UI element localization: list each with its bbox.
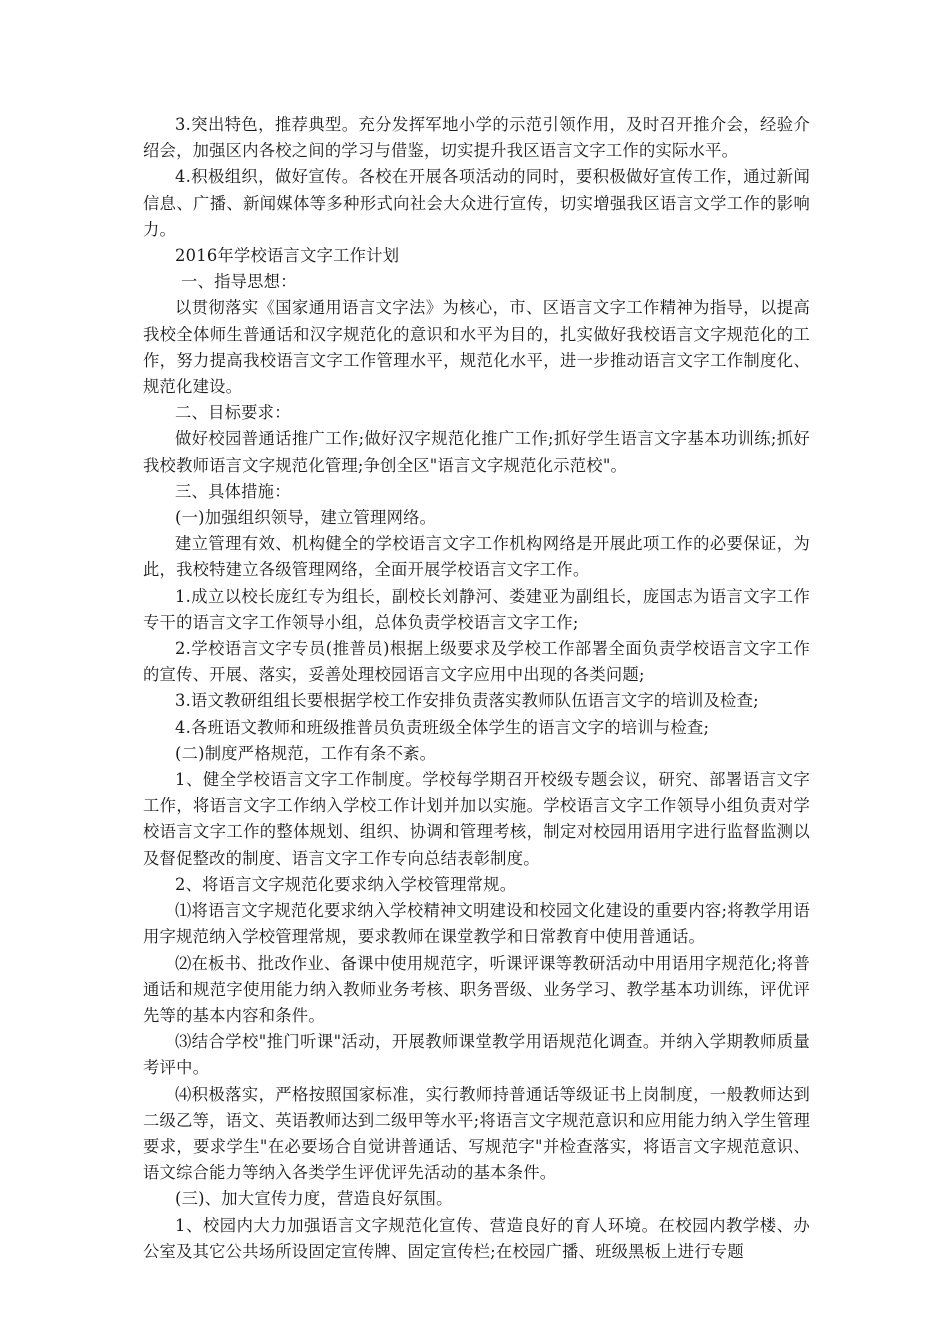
document-title: 2016年学校语言文字工作计划 <box>175 246 400 266</box>
subsection-heading: (二)制度严格规范，工作有条不紊。 <box>175 743 437 763</box>
paragraph: 1、健全学校语言文字工作制度。学校每学期召开校级专题会议，研究、部署语言文字工作，将语言文字工作纳入学校工作计划并加以实施。学校语言文字工作领导小组负责对学校语言文字工作的整体规划、组织、协调和管理考核，制定对校园用语用字进行监督监测以及督促整改的制度、语言文字工作专向总结表彰制度。 <box>143 770 810 868</box>
section-heading: 二、目标要求： <box>175 403 291 423</box>
paragraph: ⑷积极落实，严格按照国家标准，实行教师持普通话等级证书上岗制度，一般教师达到二级乙等，语文、英语教师达到二级甲等水平;将语言文字规范意识和应用能力纳入学生管理要求，要求学生"在必要场合自觉讲普通话、写规范字"并检查落实，将语言文字规范意识、语文综合能力等纳入各类学生评优评先活动的基本条件。 <box>143 1084 810 1183</box>
subsection-heading: (一)加强组织领导，建立管理网络。 <box>175 508 437 528</box>
paragraph: 2.学校语言文字专员(推普员)根据上级要求及学校工作部署全面负责学校语言文字工作的宣传、开展、落实，妥善处理校园语言文字应用中出现的各类问题; <box>143 639 810 685</box>
document-body <box>143 112 810 1265</box>
paragraph: 建立管理有效、机构健全的学校语言文字工作机构网络是开展此项工作的必要保证，为此，我校特建立各级管理网络，全面开展学校语言文字工作。 <box>143 534 810 580</box>
paragraph: 4.各班语文教师和班级推普员负责班级全体学生的语言文字的培训与检查; <box>175 717 710 737</box>
paragraph: 1.成立以校长庞红专为组长，副校长刘静河、娄建亚为副组长，庞国志为语言文字工作专干的语言文字工作领导小组，总体负责学校语言文字工作; <box>143 586 810 632</box>
subsection-heading: (三)、加大宣传力度，营造良好氛围。 <box>175 1189 453 1209</box>
paragraph: 2、将语言文字规范化要求纳入学校管理常规。 <box>175 874 517 894</box>
paragraph: 3.语文教研组组长要根据学校工作安排负责落实教师队伍语言文字的培训及检查; <box>175 691 759 711</box>
paragraph: 4.积极组织，做好宣传。各校在开展各项活动的同时，要积极做好宣传工作，通过新闻信息、广播、新闻媒体等多种形式向社会大众进行宣传，切实增强我区语言文学工作的影响力。 <box>143 167 810 239</box>
paragraph: ⑴将语言文字规范化要求纳入学校精神文明建设和校园文化建设的重要内容;将教学用语用字规范纳入学校管理常规，要求教师在课堂教学和日常教育中使用普通话。 <box>143 901 810 947</box>
paragraph: 以贯彻落实《国家通用语言文字法》为核心，市、区语言文字工作精神为指导，以提高我校全体师生普通话和汉字规范化的意识和水平为目的，扎实做好我校语言文字规范化的工作，努力提高我校语言文字工作管理水平，规范化水平，进一步推动语言文字工作制度化、规范化建设。 <box>143 298 810 397</box>
section-heading: 三、具体措施： <box>175 481 291 501</box>
paragraph: ⑶结合学校"推门听课"活动，开展教师课堂教学用语规范化调查。并纳入学期教师质量考评中。 <box>143 1032 810 1078</box>
paragraph: 1、校园内大力加强语言文字规范化宣传、营造良好的育人环境。在校园内教学楼、办公室及其它公共场所设固定宣传牌、固定宣传栏;在校园广播、班级黑板上进行专题 <box>143 1215 810 1261</box>
paragraph: ⑵在板书、批改作业、备课中使用规范字，听课评课等教研活动中用语用字规范化;将普通话和规范字使用能力纳入教师业务考核、职务晋级、业务学习、教学基本功训练，评优评先等的基本内容和条件。 <box>143 953 810 1025</box>
paragraph: 做好校园普通话推广工作;做好汉字规范化推广工作;抓好学生语言文字基本功训练;抓好我校教师语言文字规范化管理;争创全区"语言文字规范化示范校"。 <box>143 429 810 475</box>
paragraph: 3.突出特色，推荐典型。充分发挥军地小学的示范引领作用，及时召开推介会，经验介绍会，加强区内各校之间的学习与借鉴，切实提升我区语言文字工作的实际水平。 <box>143 115 810 161</box>
section-heading: 一、指导思想： <box>181 272 297 292</box>
